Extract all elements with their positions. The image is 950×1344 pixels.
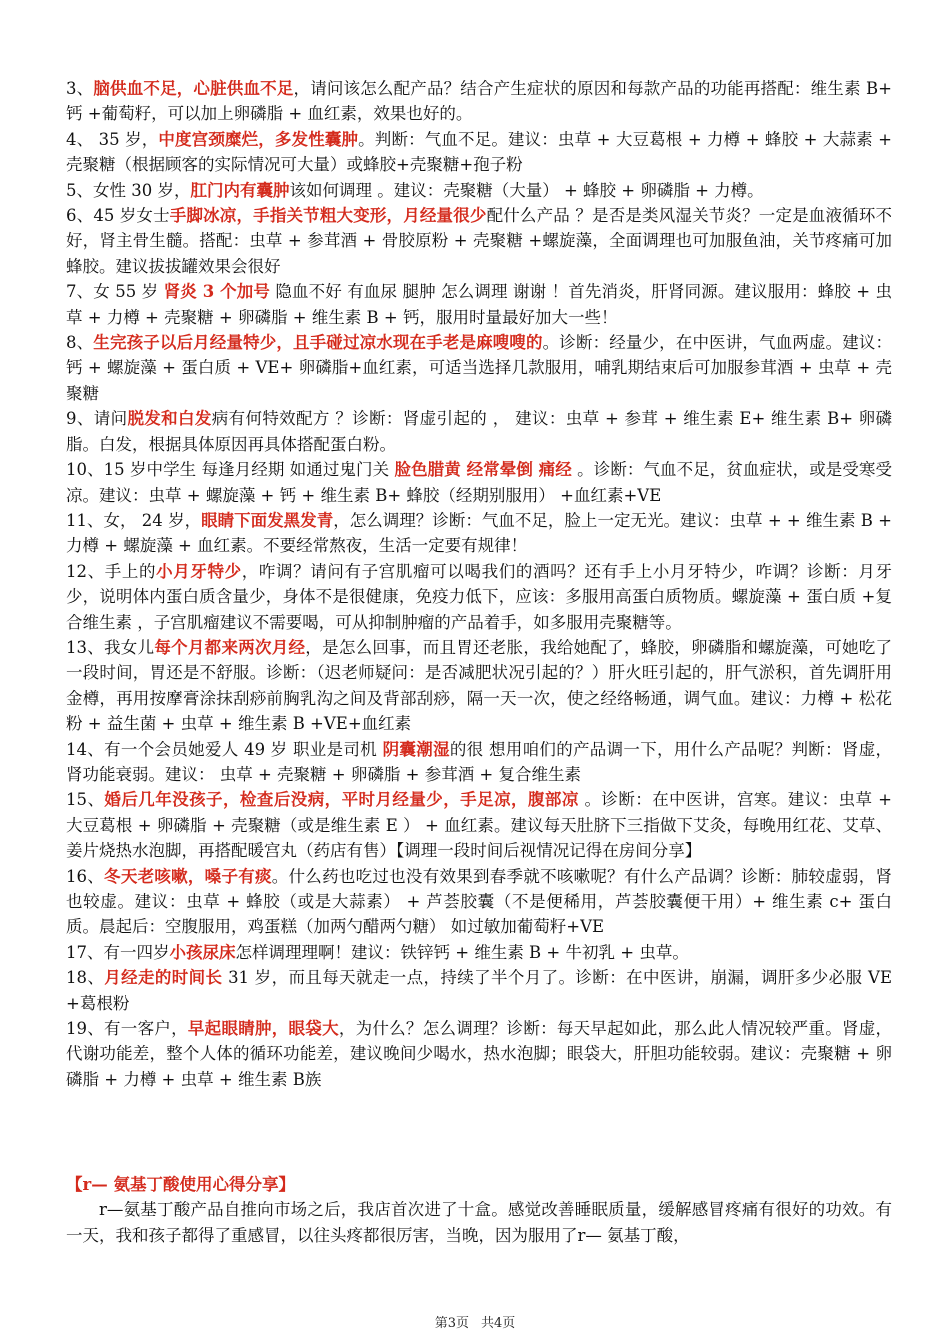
- section-body: r—氨基丁酸产品自推向市场之后，我店首次进了十盒。感觉改善睡眠质量，缓解感冒疼痛有很好的功效。有一天，我和孩子都得了重感冒，以往头疼都很厉害，当晚，因为服用了r— 氨基丁酸，: [66, 1200, 892, 1245]
- highlighted-symptom: 生完孩子以后月经量特少，且手碰过凉水现在手老是麻嗖嗖的: [93, 333, 543, 353]
- item-text: 14、有一个会员她爱人 49 岁 职业是司机: [66, 739, 383, 759]
- highlighted-symptom: 早起眼睛肿，眼袋大: [187, 1019, 339, 1039]
- item-text: ，是怎么回事，而且胃还老胀，我给她配了，蜂胶，卵磷脂和螺旋藻，可她吃了一段时间，胃还是不舒服。诊断：（迟老师疑问：是否减肥状况引起的？）肝火旺引起的，肝气淤积，首先调肝用金樽，再用按摩膏涂抹刮痧前胸乳沟之间及背部刮痧，隔一天一次，使之经络畅通，调气血。建议：力樽 + 松花粉 + 益生菌 + 虫草 + 维生素 B +VE+血红素: [66, 637, 893, 734]
- highlighted-symptom: 手脚冰凉，手指关节粗大变形，月经量很少: [169, 206, 487, 226]
- qa-item: [66, 76, 892, 127]
- highlighted-symptom: 每个月都来两次月经: [154, 637, 306, 657]
- highlighted-symptom: 婚后几年没孩子，检查后没病，平时月经量少，手足凉，腹部凉: [104, 790, 579, 810]
- item-text: 4、 35 岁，: [66, 129, 159, 149]
- highlighted-symptom: 冬天老咳嗽，嗓子有痰: [104, 866, 272, 886]
- qa-item: [66, 965, 892, 1016]
- item-text: 。诊断：经量少，在中医讲，气血两虚。建议：钙 + 螺旋藻 + 蛋白质 + VE+ 卵磷脂+血红素，可适当选择几款服用，哺乳期结束后可加服参茸酒 + 虫草 + 壳聚糖: [66, 333, 893, 403]
- item-text: 怎样调理理啊！建议：铁锌钙 + 维生素 B + 牛初乳 + 虫草。: [235, 942, 689, 962]
- item-text: 31 岁，而且每天就走一点，持续了半个月了。诊断：在中医讲，崩漏，调肝多少必服 VE+葛根粉: [66, 968, 892, 1013]
- qa-item: [66, 406, 892, 457]
- highlighted-symptom: 肾炎 3 个加号: [163, 282, 270, 302]
- qa-item: [66, 1016, 892, 1092]
- item-text: 8、: [66, 333, 94, 353]
- highlighted-symptom: 中度宫颈糜烂，多发性囊肿: [158, 129, 359, 149]
- qa-item: [66, 864, 892, 940]
- highlighted-symptom: 阴囊潮湿: [382, 739, 450, 759]
- highlighted-symptom: 肛门内有囊肿: [190, 180, 290, 200]
- item-text: 11、女， 24 岁，: [66, 510, 202, 530]
- qa-item: [66, 127, 892, 178]
- item-text: 5、女性 30 岁，: [66, 180, 191, 200]
- qa-item: [66, 279, 892, 330]
- item-text: 。什么药也吃过也没有效果到春季就不咳嗽呢？有什么产品调？诊断：肺较虚弱，肾也较虚。建议：虫草 + 蜂胶（或是大蒜素） + 芦荟胶囊（不是便稀用，芦荟胶囊便干用）+ 维生素 c+ 蛋白质。晨起后：空腹服用，鸡蛋糕（加两勺醋两勺糖） 如过敏加葡萄籽+VE: [66, 866, 893, 937]
- section-title: 【r— 氨基丁酸使用心得分享】: [66, 1175, 295, 1194]
- item-text: 的很 想用咱们的产品调一下，用什么产品呢？判断：肾虚，肾功能衰弱。建议： 虫草 + 壳聚糖 + 卵磷脂 + 参茸酒 + 复合维生素: [66, 739, 892, 784]
- item-text: 。判断：气血不足。建议：虫草 + 大豆葛根 + 力樽 + 蜂胶 + 大蒜素 + 壳聚糖（根据顾客的实际情况可大量）或蜂胶+壳聚糖+孢子粉: [66, 129, 893, 175]
- item-text: 13、我女儿: [66, 637, 155, 657]
- page-total: 共4页: [481, 1316, 516, 1331]
- item-text: 17、有一四岁: [66, 942, 170, 962]
- item-text: 。诊断：气血不足，贫血症状，或是受寒受凉。建议：虫草 + 螺旋藻 + 钙 + 维生素 B+ 蜂胶（经期别服用） +血红素+VE: [66, 460, 892, 505]
- item-text: 3、: [66, 79, 94, 98]
- item-text: 18、: [66, 968, 105, 988]
- item-text: 该如何调理 。建议：壳聚糖（大量） + 蜂胶 + 卵磷脂 + 力樽。: [289, 180, 764, 200]
- item-text: 12、手上的: [66, 561, 157, 581]
- page-footer: [0, 1312, 950, 1331]
- qa-item: [66, 203, 892, 279]
- item-text: 19、有一客户，: [66, 1019, 188, 1039]
- qa-item: [66, 635, 892, 737]
- qa-item: [66, 330, 892, 406]
- qa-item: [66, 508, 892, 559]
- item-text: ，咋调？请问有子宫肌瘤可以喝我们的酒吗？还有手上小月牙特少，咋调？诊断：月牙少，说明体内蛋白质含量少，身体不是很健康，免疫力低下，应该：多服用高蛋白质物质。螺旋藻 + 蛋白质 +复合维生素 ，子宫肌瘤建议不需要喝，可从抑制肿瘤的产品着手，如多服用壳聚糖等。: [66, 561, 893, 632]
- qa-item: [66, 178, 892, 203]
- item-text: 6、45 岁女士: [66, 206, 170, 226]
- highlighted-symptom: 小孩尿床: [169, 942, 236, 962]
- item-text: 病有何特效配方 ？诊断：肾虚引起的 ， 建议：虫草 + 参茸 + 维生素 E+ 维生素 B+ 卵磷脂。白发，根据具体原因再具体搭配蛋白粉。: [66, 409, 892, 454]
- highlighted-symptom: 脱发和白发: [127, 409, 212, 429]
- item-text: 隐血不好 有血尿 腿肿 怎么调理 谢谢 ！首先消炎，肝肾同源。建议服用：蜂胶 + 虫草 + 力樽 + 壳聚糖 + 卵磷脂 + 维生素 B + 钙，服用时量最好加大一些！: [66, 282, 892, 327]
- highlighted-symptom: 眼睛下面发黑发青: [201, 510, 334, 530]
- item-text: 7、女 55 岁: [66, 282, 164, 302]
- item-text: 10、15 岁中学生 每逢月经期 如通过鬼门关: [66, 460, 395, 480]
- qa-item: [66, 940, 892, 965]
- qa-item: [66, 787, 892, 863]
- qa-item: [66, 457, 892, 508]
- item-text: ，怎么调理？诊断：气血不足，脸上一定无光。建议：虫草 + + 维生素 B + 力樽 + 螺旋藻 + 血红素。不要经常熬夜，生活一定要有规律！: [66, 510, 893, 556]
- page-number: 第3页: [434, 1316, 469, 1331]
- qa-list: [66, 76, 892, 1092]
- highlighted-symptom: 脸色腊黄 经常晕倒 痛经: [394, 460, 572, 480]
- item-text: 9、请问: [66, 409, 128, 429]
- item-text: ，为什么？怎么调理？诊断：每天早起如此，那么此人情况较严重。肾虚，代谢功能差，整个人体的循环功能差，建议晚间少喝水，热水泡脚；眼袋大，肝胆功能较弱。建议：壳聚糖 + 卵磷脂 + 力樽 + 虫草 + 维生素 B族: [66, 1019, 893, 1089]
- qa-item: [66, 737, 892, 788]
- item-text: 。诊断：在中医讲，宫寒。建议：虫草 + 大豆葛根 + 卵磷脂 + 壳聚糖（或是维生素 E ） + 血红素。建议每天肚脐下三指做下艾灸，每晚用红花、艾草、姜片烧热水泡脚，再搭配暖宫丸（药店有售）【调理一段时间后视情况记得在房间分享】: [66, 790, 892, 861]
- item-text: 16、: [66, 866, 105, 886]
- item-text: 配什么产品 ？是否是类风湿关节炎？一定是血液循环不好，肾主骨生髓。搭配：虫草 + 参茸酒 + 骨胶原粉 + 壳聚糖 +螺旋藻，全面调理也可加服鱼油，关节疼痛可加蜂胶。建议拔拔罐效果会很好: [66, 206, 892, 276]
- highlighted-symptom: 脑供血不足，心脏供血不足: [93, 79, 294, 98]
- experience-section: [66, 1172, 892, 1248]
- highlighted-symptom: 小月牙特少: [156, 561, 242, 581]
- item-text: 15、: [66, 790, 105, 810]
- item-text: ，请问该怎么配产品？结合产生症状的原因和每款产品的功能再搭配：维生素 B+ 钙 +葡萄籽，可以加上卵磷脂 + 血红素，效果也好的。: [66, 79, 892, 124]
- qa-item: [66, 559, 892, 635]
- highlighted-symptom: 月经走的时间长: [104, 968, 223, 988]
